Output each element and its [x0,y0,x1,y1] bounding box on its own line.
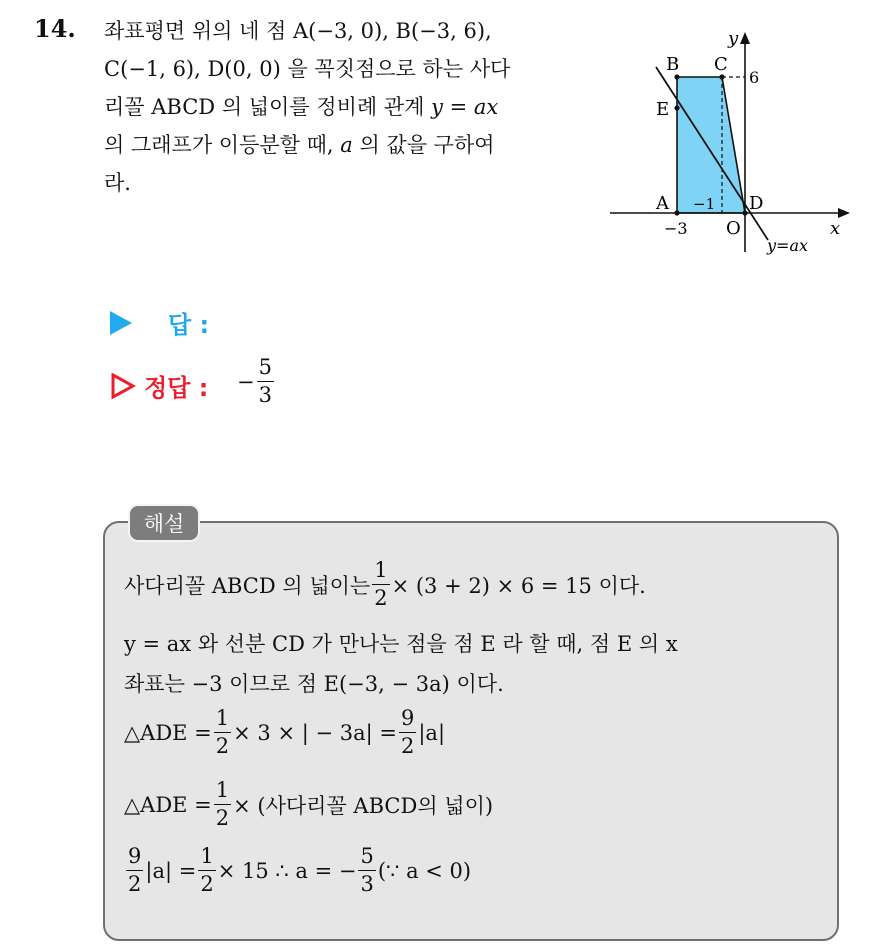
x-axis-arrow [838,208,850,218]
question-line-1: 좌표평면 위의 네 점 A(−3, 0), B(−3, 6), [104,19,492,43]
sol4-frac1-den: 2 [215,734,230,758]
sol4-fraction-2 [399,708,416,757]
sol4-frac2-num: 9 [399,708,416,733]
point-C [719,74,724,79]
sol5-post: × (사다리꼴 ABCD의 넓이) [233,793,494,818]
correct-play-outline-icon [110,373,136,399]
question-line-4 [104,126,584,164]
question-line-4-text: 의 그래프가 이등분할 때, [104,133,341,157]
sol5-frac-den: 2 [215,806,230,830]
correct-answer-num: 5 [257,357,274,382]
sol5-pre: △ADE = [124,792,212,817]
sol1-fraction [372,560,389,609]
label-x-axis: x [830,218,841,239]
sol4-post: |a| [418,720,446,745]
label-tick-6: 6 [749,68,760,87]
sol4-frac1-num: 1 [214,708,231,733]
sol1-frac-den: 2 [374,586,388,610]
solution-line-1 [124,560,646,609]
answer-play-icon [110,311,132,335]
sol1-frac-num: 1 [372,560,389,585]
solution-line-5 [124,780,493,829]
sol4-mid: × 3 × | − 3a| = [233,720,397,745]
sol6-frac3-num: 5 [358,846,375,871]
solution-line-3: 좌표는 −3 이므로 점 E(−3, − 3a) 이다. [124,672,504,696]
correct-answer-sign: − [237,369,255,394]
question-line-4-tail: 의 값을 구하여 [352,133,495,157]
point-D [742,210,747,215]
label-line: y=ax [767,236,809,255]
question-line-2: C(−1, 6), D(0, 0) 을 꼭짓점으로 하는 사다 [104,57,511,81]
answer-label: 답 : [168,311,210,339]
correct-answer-row [110,368,208,403]
sol6-frac2-den: 2 [200,872,214,896]
sol4-pre: △ADE = [124,720,212,745]
label-E: E [656,99,670,120]
sol5-frac-num: 1 [214,780,231,805]
point-B [674,74,679,79]
solution-line-2: y = ax 와 선분 CD 가 만나는 점을 점 E 라 할 때, 점 E 의 x [124,632,678,656]
sol6-frac3-den: 3 [360,872,374,896]
point-A [674,210,679,215]
sol6-fraction-1 [126,846,143,895]
sol6-b: × 15 ∴ a = − [217,858,357,883]
label-tick-minus-3: −3 [664,219,688,238]
sol6-fraction-2 [198,846,215,895]
question-line-3 [104,88,584,126]
question-text [104,12,584,202]
label-y-axis: y [728,28,739,49]
sol1-pre: 사다리꼴 ABCD 의 넓이는 [124,573,371,598]
label-A: A [656,193,669,214]
solution-line-6 [124,846,471,895]
correct-answer-label: 정답 : [144,374,209,402]
question-number: 14. [34,14,76,43]
correct-answer-value [237,357,276,406]
correct-answer-den: 3 [258,383,272,407]
label-C: C [714,54,728,75]
question-line-3-text: 리꼴 ABCD 의 넓이를 정비례 관계 [104,95,432,119]
point-E [674,105,679,110]
y-axis-arrow [740,32,750,44]
sol6-frac1-num: 9 [126,846,143,871]
label-D: D [749,193,764,214]
sol4-fraction-1 [214,708,231,757]
sol6-frac1-den: 2 [128,872,142,896]
question-line-4-var: a [340,133,353,157]
question-line-5: 라. [104,171,131,195]
question-line-3-math: y = ax [431,95,499,119]
solution-line-4 [124,708,445,757]
label-B: B [666,54,680,75]
label-tick-minus-1: −1 [693,195,716,213]
sol5-fraction [214,780,231,829]
solution-tab: 해설 [128,504,200,542]
trapezoid-figure [604,20,860,260]
sol6-fraction-3 [358,846,375,895]
sol6-frac2-num: 1 [198,846,215,871]
answer-row [110,305,209,340]
sol6-c: (∵ a < 0) [377,858,472,883]
sol4-frac2-den: 2 [400,734,415,758]
sol1-post: × (3 + 2) × 6 = 15 이다. [391,573,646,598]
correct-answer-fraction [257,357,274,406]
sol6-a: |a| = [145,858,197,883]
label-O: O [726,218,741,239]
trapezoid-fill [677,77,745,213]
